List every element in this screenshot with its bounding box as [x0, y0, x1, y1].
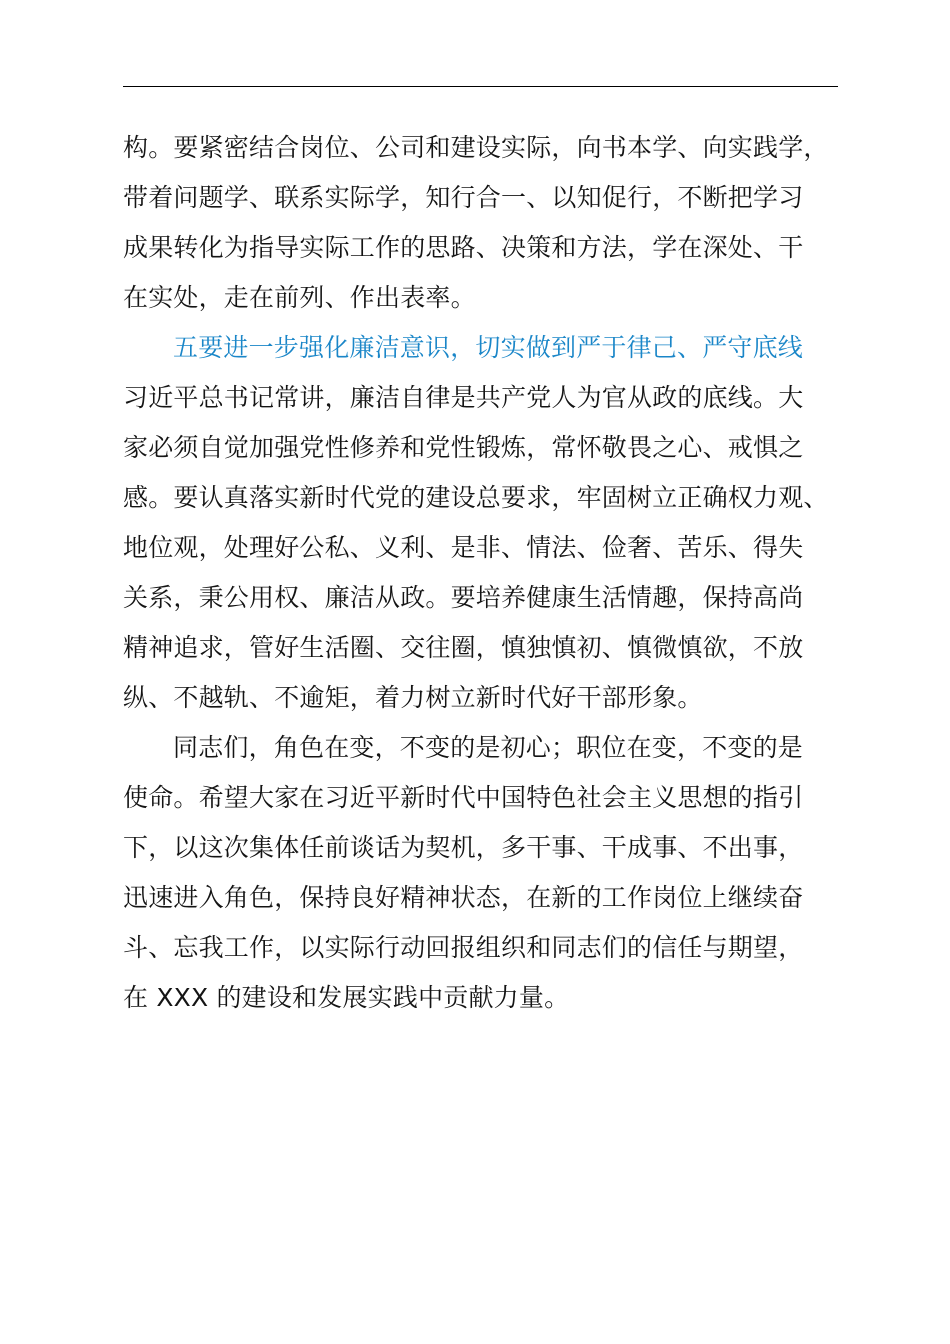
paragraph-line: 习近平总书记常讲，廉洁自律是共产党人为官从政的底线。大 [123, 383, 804, 412]
paragraph-line: 地位观，处理好公私、义利、是非、情法、俭奢、苦乐、得失 [123, 533, 804, 562]
paragraph-line: 迅速进入角色，保持良好精神状态，在新的工作岗位上继续奋 [123, 883, 804, 912]
paragraph-line: 斗、忘我工作，以实际行动回报组织和同志们的信任与期望， [123, 933, 804, 962]
paragraph-line: 使命。希望大家在习近平新时代中国特色社会主义思想的指引 [123, 783, 804, 812]
paragraph-line: 精神追求，管好生活圈、交往圈，慎独慎初、慎微慎欲，不放 [123, 633, 804, 662]
paragraph-line: 构。要紧密结合岗位、公司和建设实际，向书本学、向实践学， [123, 133, 829, 162]
paragraph-line: 下，以这次集体任前谈话为契机，多干事、干成事、不出事， [123, 833, 804, 862]
paragraph-line: 在 XXX 的建设和发展实践中贡献力量。 [123, 983, 570, 1012]
document-body [123, 123, 863, 1023]
paragraph-line: 家必须自觉加强党性修养和党性锻炼，常怀敬畏之心、戒惧之 [123, 433, 804, 462]
paragraph-line: 成果转化为指导实际工作的思路、决策和方法，学在深处、干 [123, 233, 804, 262]
paragraph-line: 带着问题学、联系实际学，知行合一、以知促行，不断把学习 [123, 183, 804, 212]
paragraph-line: 在实处，走在前列、作出表率。 [123, 283, 476, 312]
paragraph-line: 同志们，角色在变，不变的是初心；职位在变，不变的是 [173, 733, 804, 762]
paragraph-line: 纵、不越轨、不逾矩，着力树立新时代好干部形象。 [123, 683, 703, 712]
paragraph-line: 关系，秉公用权、廉洁从政。要培养健康生活情趣，保持高尚 [123, 583, 804, 612]
header-rule [123, 86, 838, 87]
paragraph-line: 感。要认真落实新时代党的建设总要求，牢固树立正确权力观、 [123, 483, 829, 512]
section-heading: 五要进一步强化廉洁意识，切实做到严于律己、严守底线 [173, 333, 804, 362]
